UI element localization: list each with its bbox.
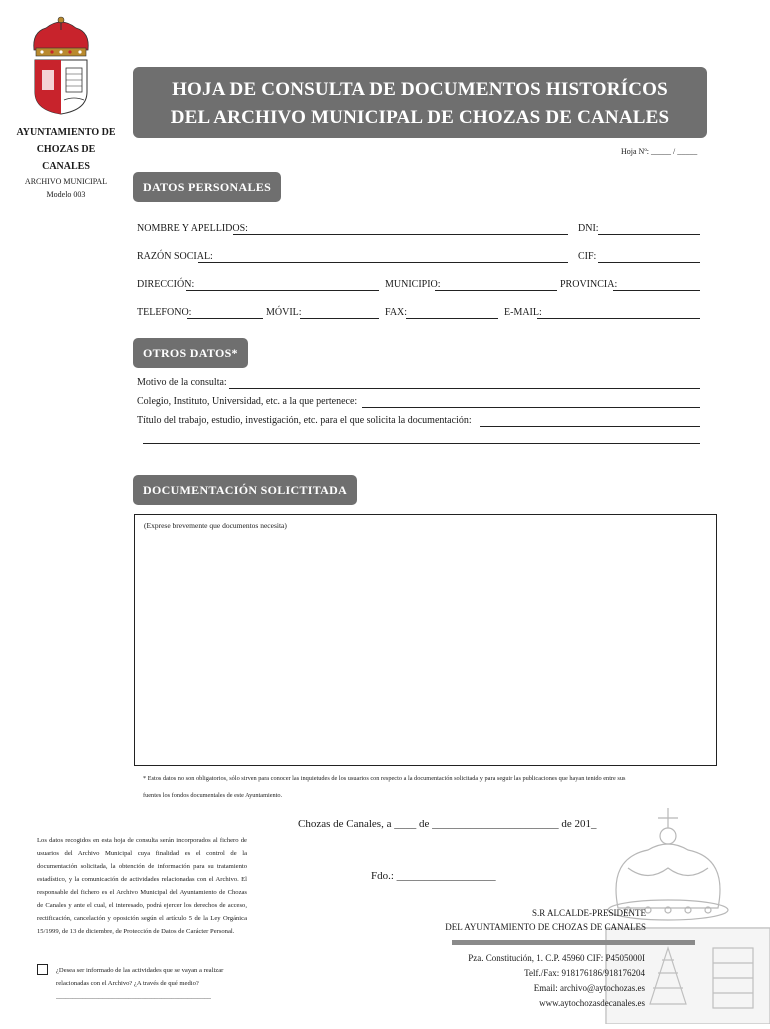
- recipient-organization: DEL AYUNTAMIENTO DE CHOZAS DE CANALES: [445, 922, 646, 932]
- footnote-line2: fuentes los fondos documentales de este Ayuntamiento.: [143, 792, 283, 799]
- info-consent-checkbox[interactable]: [37, 964, 48, 975]
- org-name-line2: CHOZAS DE CANALES: [36, 144, 96, 172]
- field-business-name[interactable]: [198, 262, 568, 263]
- requested-docs-hint: (Exprese brevemente que documentos necesita): [144, 521, 287, 530]
- data-protection-notice: Los datos recogidos en esta hoja de consulta serán incorporados al fichero de usuarios del Archivo Municipal cuya finalidad es el control de la documentación solicitada, la obtención de información para su tratamiento estadístico, y la comunicación de actividades relacionadas con el Archivo. El responsable del fichero es el Archivo Municipal del Ayuntamiento de Chozas de Canales y ante el cual, el interesado, podrá ejercer los derechos de acceso, rectificación, cancelación y oposición según el artículo 5 de la Ley Orgánica 15/1999, de 13 de diciembre, de Protección de Datos de Carácter Personal.: [37, 837, 247, 935]
- label-fax: FAX:: [385, 307, 408, 318]
- org-name-line1: AYUNTAMIENTO DE: [16, 127, 116, 138]
- field-name[interactable]: [233, 234, 568, 235]
- label-mobile: MÓVIL:: [266, 307, 302, 318]
- label-reason: Motivo de la consulta:: [137, 377, 227, 388]
- section-other-data: OTROS DATOS*: [133, 338, 248, 368]
- label-institution: Colegio, Instituto, Universidad, etc. a la que pertenece:: [137, 396, 358, 407]
- document-title-banner: [133, 67, 707, 138]
- field-mobile[interactable]: [300, 318, 379, 319]
- field-province[interactable]: [613, 290, 700, 291]
- field-email[interactable]: [537, 318, 700, 319]
- label-work-title: Título del trabajo, estudio, investigación, etc. para el que solicita la documentación:: [137, 415, 472, 426]
- field-work-title-continued[interactable]: [143, 443, 700, 444]
- label-province: PROVINCIA:: [560, 279, 618, 290]
- label-phone: TELEFONO:: [137, 307, 192, 318]
- contact-phone: Telf./Fax: 918176186/918176204: [524, 968, 645, 978]
- consent-question-line2: relacionadas con el Archivo? ¿A través de qué medio?: [56, 980, 199, 987]
- field-dni[interactable]: [598, 234, 700, 235]
- field-cif[interactable]: [598, 262, 700, 263]
- label-email: E-MAIL:: [504, 307, 542, 318]
- footnote-line1: * Estos datos no son obligatorios, sólo sirven para conocer las inquietudes de los usuarios con respecto a la documentación solicitada y para seguir las publicaciones que hayan tenido entre sus: [143, 775, 626, 782]
- label-address: DIRECCIÓN:: [137, 279, 195, 290]
- signature-line: Fdo.: __________________: [371, 870, 496, 882]
- form-model-number: Modelo 003: [46, 190, 86, 199]
- label-business-name: RAZÓN SOCIAL:: [137, 251, 213, 262]
- contact-email: Email: archivo@aytochozas.es: [533, 983, 645, 993]
- field-institution[interactable]: [362, 407, 700, 408]
- label-municipality: MUNICIPIO:: [385, 279, 441, 290]
- consent-answer-line[interactable]: _______________________________________________: [56, 993, 211, 1000]
- document-title-line2: DEL ARCHIVO MUNICIPAL DE CHOZAS DE CANALES: [170, 107, 670, 128]
- field-work-title[interactable]: [480, 426, 700, 427]
- coat-of-arms-logo: [28, 14, 94, 116]
- document-title-line1: HOJA DE CONSULTA DE DOCUMENTOS HISTORÍCOS: [172, 79, 668, 100]
- recipient-title: S.R ALCALDE-PRESIDENTE: [531, 908, 646, 918]
- field-phone[interactable]: [187, 318, 263, 319]
- section-requested-docs: DOCUMENTACIÓN SOLICTITADA: [133, 475, 357, 505]
- field-reason[interactable]: [229, 388, 700, 389]
- sheet-number: Hoja Nº: _____ / _____: [621, 147, 698, 156]
- label-name: NOMBRE Y APELLIDOS:: [137, 223, 248, 234]
- label-cif: CIF:: [578, 251, 597, 262]
- contact-address: Pza. Constitución, 1. C.P. 45960 CIF: P4505000I: [468, 953, 645, 963]
- org-department: ARCHIVO MUNICIPAL: [24, 177, 108, 186]
- consent-question-line1: ¿Desea ser informado de las actividades que se vayan a realizar: [56, 967, 224, 974]
- contact-website: www.aytochozasdecanales.es: [539, 998, 645, 1008]
- field-fax[interactable]: [406, 318, 498, 319]
- field-municipality[interactable]: [435, 290, 557, 291]
- requested-docs-textarea[interactable]: [134, 514, 717, 766]
- place-date-line: Chozas de Canales, a ____ de _______________________ de 201_: [298, 818, 597, 830]
- label-dni: DNI:: [578, 223, 599, 234]
- field-address[interactable]: [186, 290, 379, 291]
- section-personal-data: DATOS PERSONALES: [133, 172, 281, 202]
- signature-bar: [452, 940, 695, 945]
